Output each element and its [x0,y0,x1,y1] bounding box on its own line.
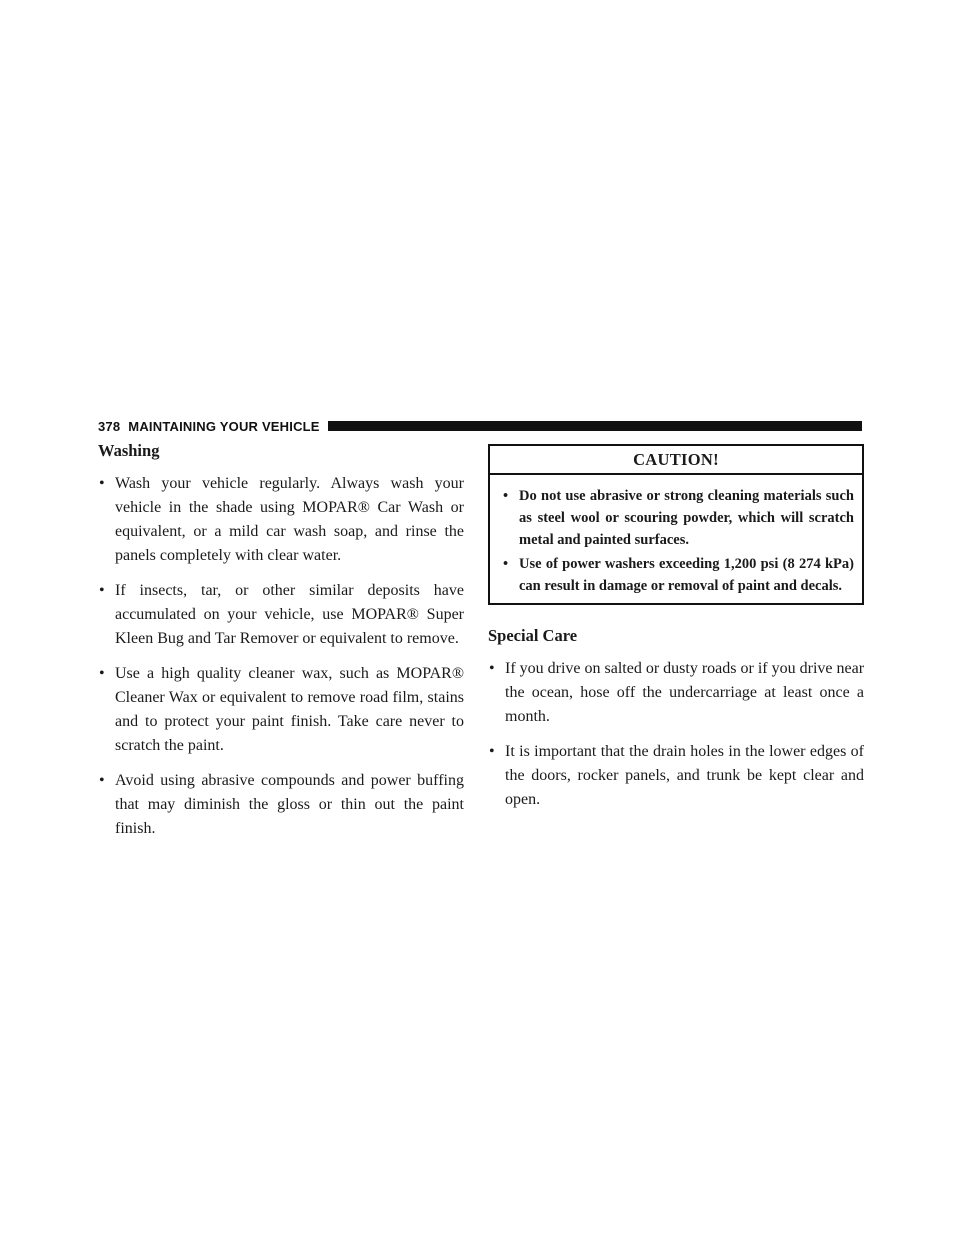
bullet-icon: • [503,488,509,504]
list-item-text: Use a high quality cleaner wax, such as MOPAR® Cleaner Wax or equivalent to remove road film, stains and to protect your paint finish. Take care never to scratch the paint. [115,665,464,754]
caution-title: CAUTION! [490,446,862,475]
header-text [98,419,320,434]
list-item-text: Use of power washers exceeding 1,200 psi (8 274 kPa) can result in damage or removal of paint and decals. [519,556,854,594]
list-item [502,553,854,597]
bullet-icon: • [99,772,105,789]
washing-list [98,472,464,841]
section-title: MAINTAINING YOUR VEHICLE [128,418,320,434]
list-item-text: Do not use abrasive or strong cleaning materials such as steel wool or scouring powder, which will scratch metal and painted surfaces. [519,488,854,548]
page-header [98,417,862,435]
bullet-icon: • [489,660,495,677]
list-item [98,472,464,568]
bullet-icon: • [489,743,495,760]
list-item [488,657,864,729]
special-care-section [488,625,864,812]
list-item-text: Avoid using abrasive compounds and power buffing that may diminish the gloss or thin out the paint finish. [115,772,464,837]
list-item [488,740,864,812]
caution-box [488,444,864,605]
special-care-heading: Special Care [488,626,578,645]
page-number: 378 [98,418,121,434]
bullet-icon: • [503,556,509,572]
right-column [488,444,864,823]
list-item [98,662,464,758]
list-item [502,485,854,551]
list-item [98,579,464,651]
list-item-text: If insects, tar, or other similar deposits have accumulated on your vehicle, use MOPAR® Super Kleen Bug and Tar Remover or equivalent to remove. [115,582,464,647]
list-item [98,769,464,841]
list-item-text: Wash your vehicle regularly. Always wash your vehicle in the shade using MOPAR® Car Wash or equivalent, or a mild car wash soap, and rinse the panels completely with clear water. [115,475,464,564]
special-care-list [488,657,864,812]
header-rule [328,421,862,431]
list-item-text: If you drive on salted or dusty roads or if you drive near the ocean, hose off the undercarriage at least once a month. [505,660,865,725]
left-column [98,440,464,852]
bullet-icon: • [99,475,105,492]
bullet-icon: • [99,665,105,682]
bullet-icon: • [99,582,105,599]
list-item-text: It is important that the drain holes in the lower edges of the doors, rocker panels, and trunk be kept clear and open. [505,743,864,808]
washing-heading: Washing [98,441,160,460]
caution-list [490,475,862,603]
